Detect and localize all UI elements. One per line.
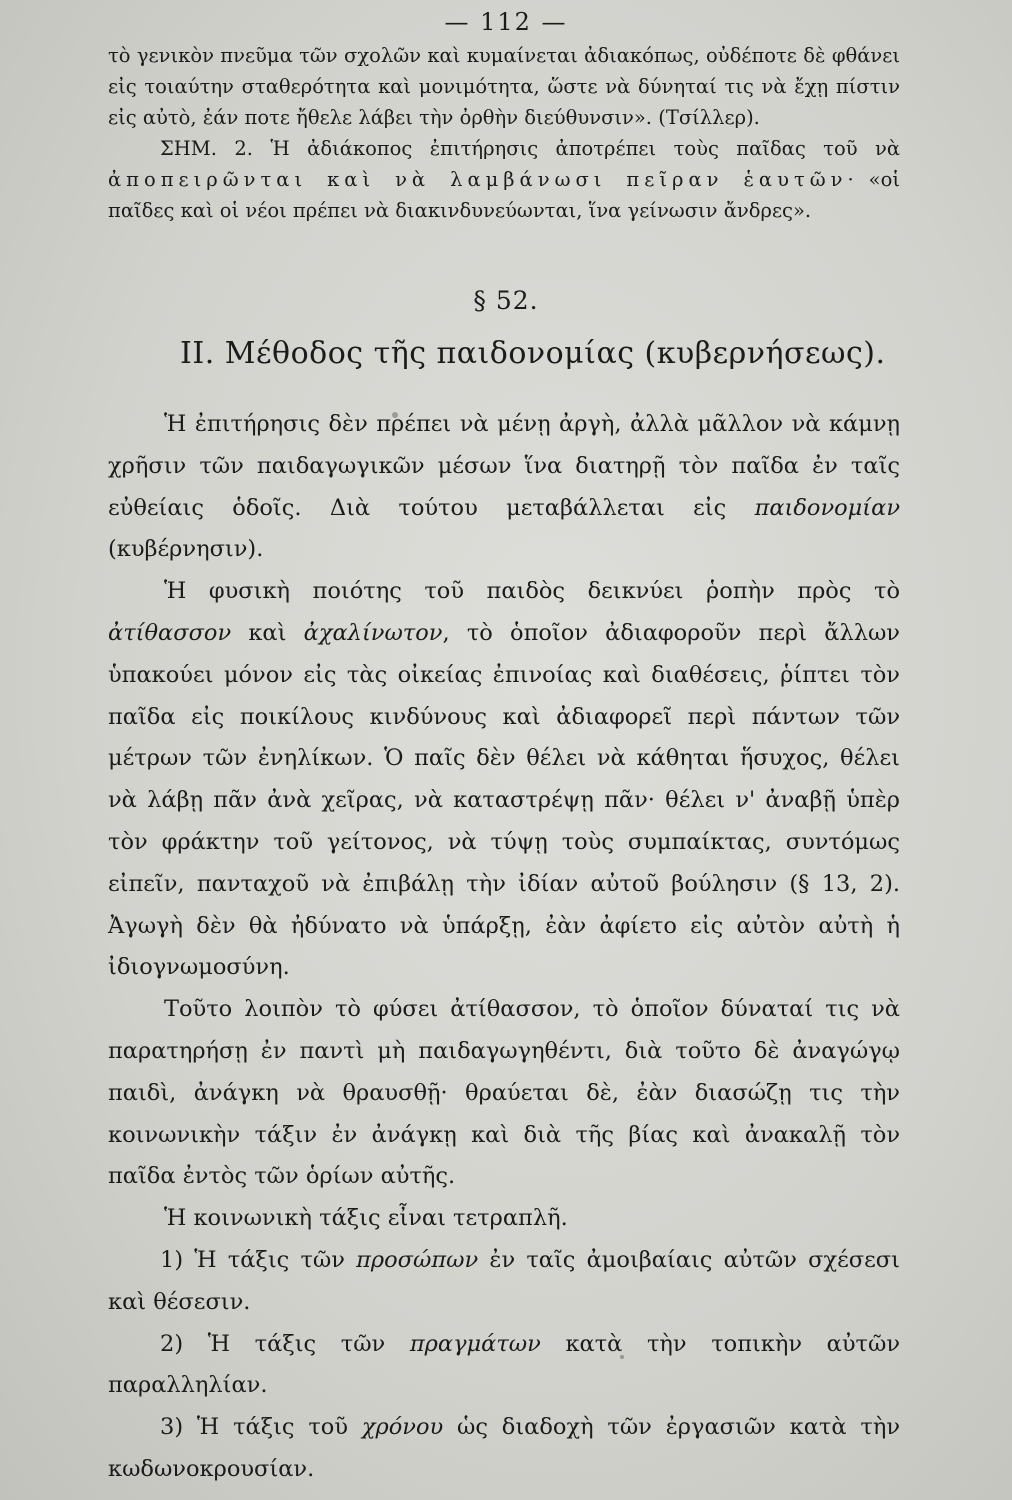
paragraph-2-text: Ἡ φυσικὴ ποιότης τοῦ παιδὸς δεικνύει ῥοπὴν πρὸς τὸ (164, 578, 900, 605)
italic-term: ἀχαλίνωτον (303, 619, 443, 646)
italic-term: προσώπων (356, 1246, 479, 1273)
paragraph-1-text: Ἡ ἐπιτήρησις δὲν πρέπει νὰ μένῃ ἀργὴ, ἀλλὰ μᾶλλον νὰ κάμνῃ χρῆσιν τῶν παιδαγωγικῶν μέσων ἵνα διατηρῇ τὸν παῖδα ἐν ταῖς εὐθείαις ὁδοῖς. Διὰ τούτου μεταβάλλεται εἰς (108, 411, 900, 521)
note-continuation: τὸ γενικὸν πνεῦμα τῶν σχολῶν καὶ κυμαίνεται ἀδιακόπως, οὐδέποτε δὲ φθάνει εἰς τοιαύτην σταθερότητα καὶ μονιμότητα, ὥστε νὰ δύνηταί τις νὰ ἔχῃ πίστιν εἰς αὐτὸ, ἐάν ποτε ἤθελε λάβει τὴν ὀρθὴν διεύθυνσιν». (Τσίλλερ). (108, 44, 900, 129)
list-item (108, 1240, 900, 1324)
italic-term: πραγμάτων (409, 1330, 541, 1357)
list-item-rest: κατὰ τὴν τοπικὴν αὐτῶν παραλληλίαν. (108, 1330, 900, 1399)
list-item-rest: ὡς διαδοχὴ τῶν ἐργασιῶν κατὰ τὴν κωδωνοκρουσίαν. (108, 1414, 901, 1482)
paragraph-2-join: καὶ (231, 619, 304, 646)
paragraph-2-rest: , τὸ ὁποῖον ἀδιαφοροῦν περὶ ἄλλων ὑπακούει μόνον εἰς τὰς οἰκείας ἐπινοίας καὶ διαθέσεις, ῥίπτει τὸν παῖδα εἰς ποικίλους κινδύνους καὶ ἀδιαφορεῖ περὶ πάντων τῶν μέτρων τῶν ἐνηλίκων. Ὁ παῖς δὲν θέλει νὰ κάθηται ἥσυχος, θέλει νὰ λάβῃ πᾶν ἀνὰ χεῖρας, νὰ καταστρέψῃ πᾶν· θέλει ν' ἀναβῇ ὑπὲρ τὸν φράκτην τοῦ γείτονος, νὰ τύψῃ τοὺς συμπαίκτας, συντόμως εἰπεῖν, πανταχοῦ νὰ ἐπιβάλῃ τὴν ἰδίαν αὐτοῦ βούλησιν (§ 13, 2). Ἀγωγὴ δὲν θὰ ἠδύνατο νὰ ὑπάρξῃ, ἐὰν ἀφίετο εἰς αὐτὸν αὐτὴ ἡ ἰδιογνωμοσύνη. (108, 619, 900, 981)
list-item (108, 1324, 900, 1408)
ink-spot (392, 412, 398, 418)
italic-term: παιδονομίαν (754, 494, 900, 521)
italic-term: χρόνου (361, 1414, 444, 1441)
paragraph-2 (108, 571, 900, 989)
list-item (108, 1407, 900, 1491)
section-title: ΙΙ. Μέθοδος τῆς παιδονομίας (κυβερνήσεως). (180, 336, 886, 371)
list-item-text: 3) Ἡ τάξις τοῦ (160, 1414, 362, 1441)
paragraph-4: Ἡ κοινωνικὴ τάξις εἶναι τετραπλῆ. (164, 1205, 568, 1232)
ink-spot (620, 1355, 624, 1359)
section-sign: § 52. (473, 286, 539, 315)
note-quote: · «οἱ παῖδες καὶ οἱ νέοι πρέπει νὰ διακινδυνεύωνται, ἵνα γείνωσιν ἄνδρες». (108, 168, 900, 222)
paragraph-1-end: (κυβέρνησιν). (108, 536, 264, 563)
note-label: ΣΗΜ. 2. (160, 137, 253, 160)
paragraph-1 (108, 404, 900, 571)
note-text: Ἡ ἀδιάκοπος ἐπιτήρησις ἀποτρέπει τοὺς παῖδας τοῦ νὰ (252, 137, 900, 160)
list-item-text: 2) Ἡ τάξις τῶν (160, 1330, 410, 1357)
note-spaced-text: ἀποπειρῶνται καὶ νὰ λαμβάνωσι πεῖραν ἑαυτῶν (108, 168, 848, 191)
note-2 (108, 133, 900, 226)
italic-term: ἀτίθασσον (108, 619, 232, 646)
list-item-text: 1) Ἡ τάξις τῶν (160, 1246, 357, 1273)
page-number: — 112 — (444, 8, 568, 36)
paragraph-3: Τοῦτο λοιπὸν τὸ φύσει ἀτίθασσον, τὸ ὁποῖον δύναταί τις νὰ παρατηρήσῃ ἐν παντὶ μὴ παιδαγωγηθέντι, διὰ τοῦτο δὲ ἀναγώγῳ παιδὶ, ἀνάγκη νὰ θραυσθῇ· θραύεται δὲ, ἐὰν διασώζῃ τις τὴν κοινωνικὴν τάξιν ἐν ἀνάγκῃ καὶ διὰ τῆς βίας καὶ ἀνακαλῇ τὸν παῖδα ἐντὸς τῶν ὁρίων αὐτῆς. (108, 996, 900, 1190)
list-item-rest: ἐν ταῖς ἀμοιβαίαις αὐτῶν σχέσεσι καὶ θέσεσιν. (108, 1246, 900, 1315)
main-text (108, 404, 900, 1491)
note-block (108, 40, 900, 226)
